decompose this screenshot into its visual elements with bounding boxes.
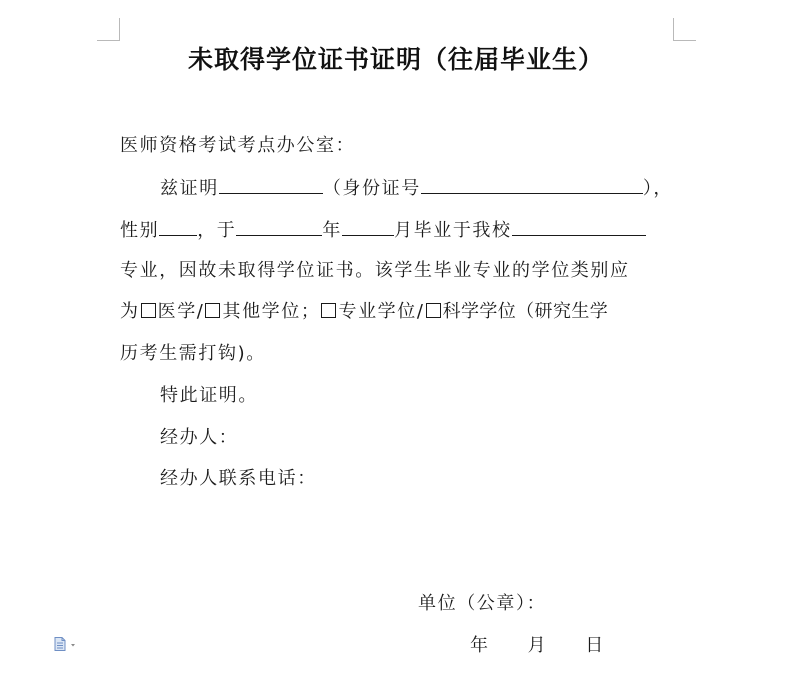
option-medical-label: 医学/ bbox=[157, 301, 205, 322]
date-line bbox=[470, 634, 605, 658]
id-close: ）， bbox=[642, 178, 674, 199]
checkbox-other-degree[interactable] bbox=[205, 303, 220, 318]
option-academic-degree-label: 科学学位（研究生学 bbox=[442, 301, 609, 322]
date-year: 年 bbox=[470, 635, 490, 656]
handler-phone-label: 经办人联系电话： bbox=[160, 468, 317, 489]
option-other-degree-label: 其他学位； bbox=[222, 301, 321, 322]
checkbox-medical[interactable] bbox=[141, 303, 156, 318]
addressee: 医师资格考试考点办公室： bbox=[120, 135, 356, 156]
year-label: 年 bbox=[322, 220, 343, 241]
paragraph-line-1 bbox=[160, 175, 673, 201]
unit-seal-label: 单位（公章）： bbox=[418, 593, 547, 614]
wei-label: 为 bbox=[120, 301, 140, 322]
id-label: （身份证号 bbox=[322, 178, 421, 199]
gender-blank[interactable] bbox=[159, 217, 197, 236]
name-blank[interactable] bbox=[219, 175, 323, 194]
checkbox-academic-degree[interactable] bbox=[426, 303, 441, 318]
date-month: 月 bbox=[527, 635, 548, 656]
id-number-blank[interactable] bbox=[421, 175, 643, 194]
gender-label: 性别 bbox=[120, 220, 160, 241]
checkbox-professional-degree[interactable] bbox=[321, 303, 336, 318]
crop-mark-top-right bbox=[673, 18, 696, 41]
paragraph-line-5: 历考生需打钩)。 bbox=[120, 343, 266, 364]
document-icon[interactable] bbox=[54, 636, 80, 650]
year-blank[interactable] bbox=[236, 217, 322, 236]
month-graduated-label: 月毕业于我校 bbox=[394, 220, 512, 241]
month-blank[interactable] bbox=[342, 217, 394, 236]
comma-yu: ，于 bbox=[197, 220, 237, 241]
paragraph-line-2 bbox=[120, 217, 646, 243]
handler-label: 经办人： bbox=[160, 427, 239, 448]
school-blank[interactable] bbox=[512, 217, 646, 236]
document-title: 未取得学位证书证明（往届毕业生） bbox=[187, 45, 604, 74]
option-professional-degree-label: 专业学位/ bbox=[338, 301, 425, 322]
crop-mark-top-left bbox=[97, 18, 120, 41]
paragraph-line-4 bbox=[120, 300, 608, 324]
date-day: 日 bbox=[585, 635, 605, 656]
certify-prefix: 兹证明 bbox=[160, 178, 219, 199]
paragraph-line-3: 专业，因故未取得学位证书。该学生毕业专业的学位类别应 bbox=[120, 260, 630, 281]
certify-statement: 特此证明。 bbox=[160, 385, 258, 406]
